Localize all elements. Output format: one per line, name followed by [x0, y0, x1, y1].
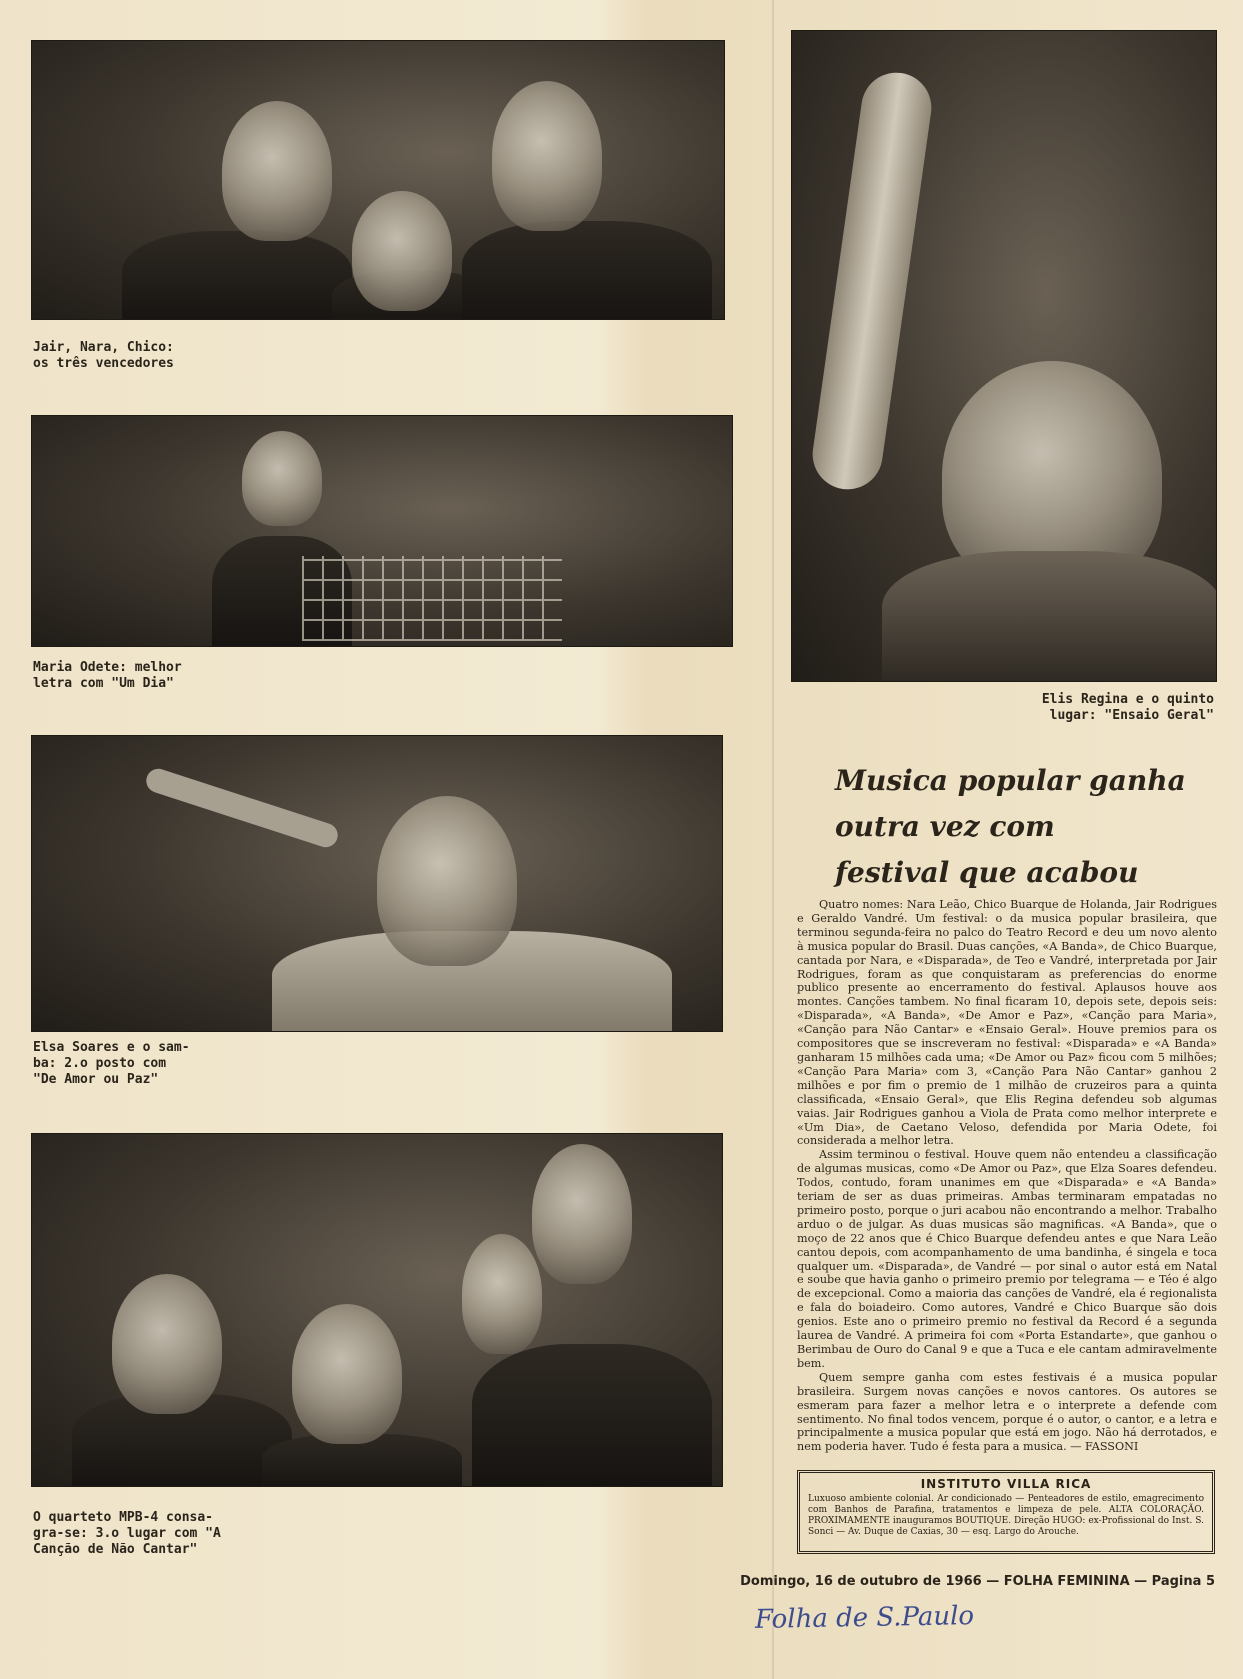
caption-photo-elis-regina: Elis Regina e o quinto lugar: "Ensaio Geral" [1041, 692, 1214, 723]
article-paragraph-1: Quatro nomes: Nara Leão, Chico Buarque de Holanda, Jair Rodrigues e Geraldo Vandré. Um festival: o da musica popular brasileira, que terminou segunda-feira no palco do Teatro Record e deu um novo alento à musica popular do Brasil. Duas canções, «A Banda», de Chico Buarque, cantada por Nara, e «Disparada», de Teo e Vandré, interpretada por Jair Rodrigues, foram as que conquistaram as preferencias do enorme publico presente ao encerramento do festival. Aplausos houve aos montes. Canções tambem. No final ficaram 10, depois sete, depois seis: «Disparada», «A Banda», «De Amor e Paz», «Canção para Maria», «Canção para Não Cantar» e «Ensaio Geral». Houve premios para os compositores que se inscreveram no festival: «Disparada» e «A Banda» ganharam 15 milhões cada uma; «De Amor ou Paz» ficou com 5 milhões; «Canção Para Maria» com 3, «Canção Para Não Cantar» ganhou 2 milhões e por fim o premio de 1 milhão de cruzeiros para a quinta classificada, «Ensaio Geral», que Elis Regina defendeu sob algumas vaias. Jair Rodrigues ganhou a Viola de Prata como melhor interprete e «Um Dia», de Caetano Veloso, defendida por Maria Odete, foi considerada a melhor letra. [797, 898, 1217, 1148]
photo-winners [31, 40, 725, 320]
page-fold [772, 0, 774, 1679]
caption-photo-maria-odete: Maria Odete: melhor letra com "Um Dia" [33, 660, 182, 691]
caption-photo-elsa-soares: Elsa Soares e o sam- ba: 2.o posto com "De Amor ou Paz" [33, 1040, 190, 1087]
handwritten-signature: Folha de S.Paulo [754, 1601, 975, 1635]
caption-photo-mpb4-quartet: O quarteto MPB-4 consa- gra-se: 3.o lugar com "A Canção de Não Cantar" [33, 1510, 221, 1557]
article-paragraph-2: Assim terminou o festival. Houve quem não entendeu a classificação de algumas musicas, como «De Amor ou Paz», que Elza Soares defendeu. Todos, contudo, foram unanimes em que «Disparada» e «A Banda» teriam de ser as duas primeiras. Ambas terminaram empatadas no primeiro posto, porque o juri acabou não encontrando a melhor. Trabalho arduo o de julgar. As duas musicas são magnificas. «A Banda», que o moço de 22 anos que é Chico Buarque defendeu antes e que Nara Leão cantou depois, com acompanhamento de uma bandinha, é singela e toca qualquer um. «Disparada», de Vandré — por sinal o autor está em Natal e soube que havia ganho o primeiro premio por telegrama — e Téo é algo de excepcional. Como a maioria das canções de Vandré, ela é regionalista e fala do boiadeiro. Como autores, Vandré e Chico Buarque são dois genios. Este ano o primeiro premio no festival da Record é a segunda laurea de Vandré. A primeira foi com «Porta Estandarte», que ganhou o Berimbau de Ouro do Canal 9 e que a Tuca e ele cantam admiravelmente bem. [797, 1148, 1217, 1370]
article-paragraph-3: Quem sempre ganha com estes festivais é a musica popular brasileira. Surgem novas canções e novos cantores. Os autores se esmeram para fazer a melhor letra e o interprete a defende com sentimento. No final todos vencem, porque é o autor, o cantor, e a letra e principalmente a musica popular que está em jogo. Não há derrotados, e nem poderia haver. Tudo é festa para a musica. — FASSONI [797, 1370, 1217, 1454]
article-headline: Musica popular ganha outra vez com festival que acabou [835, 764, 1186, 889]
photo-elsa-soares [31, 735, 723, 1032]
caption-photo-winners: Jair, Nara, Chico: os três vencedores [33, 340, 174, 371]
photo-elis-regina [791, 30, 1217, 682]
article-body [797, 898, 1217, 1454]
advertisement-box [797, 1470, 1215, 1554]
ad-text: Luxuoso ambiente colonial. Ar condicionado — Penteadores de estilo, emagrecimento com Banhos de Parafina, tratamentos e limpeza de pele. ALTA COLORAÇÃO. PROXIMAMENTE inauguramos BOUTIQUE. Direção HUGO: ex-Profissional do Inst. S. Sonci — Av. Duque de Caxias, 30 — esq. Largo do Arouche. [808, 1494, 1204, 1537]
ad-title: INSTITUTO VILLA RICA [920, 1477, 1092, 1491]
page-footer: Domingo, 16 de outubro de 1966 — FOLHA FEMININA — Pagina 5 [740, 1574, 1215, 1589]
photo-maria-odete [31, 415, 733, 647]
photo-mpb4-quartet [31, 1133, 723, 1487]
